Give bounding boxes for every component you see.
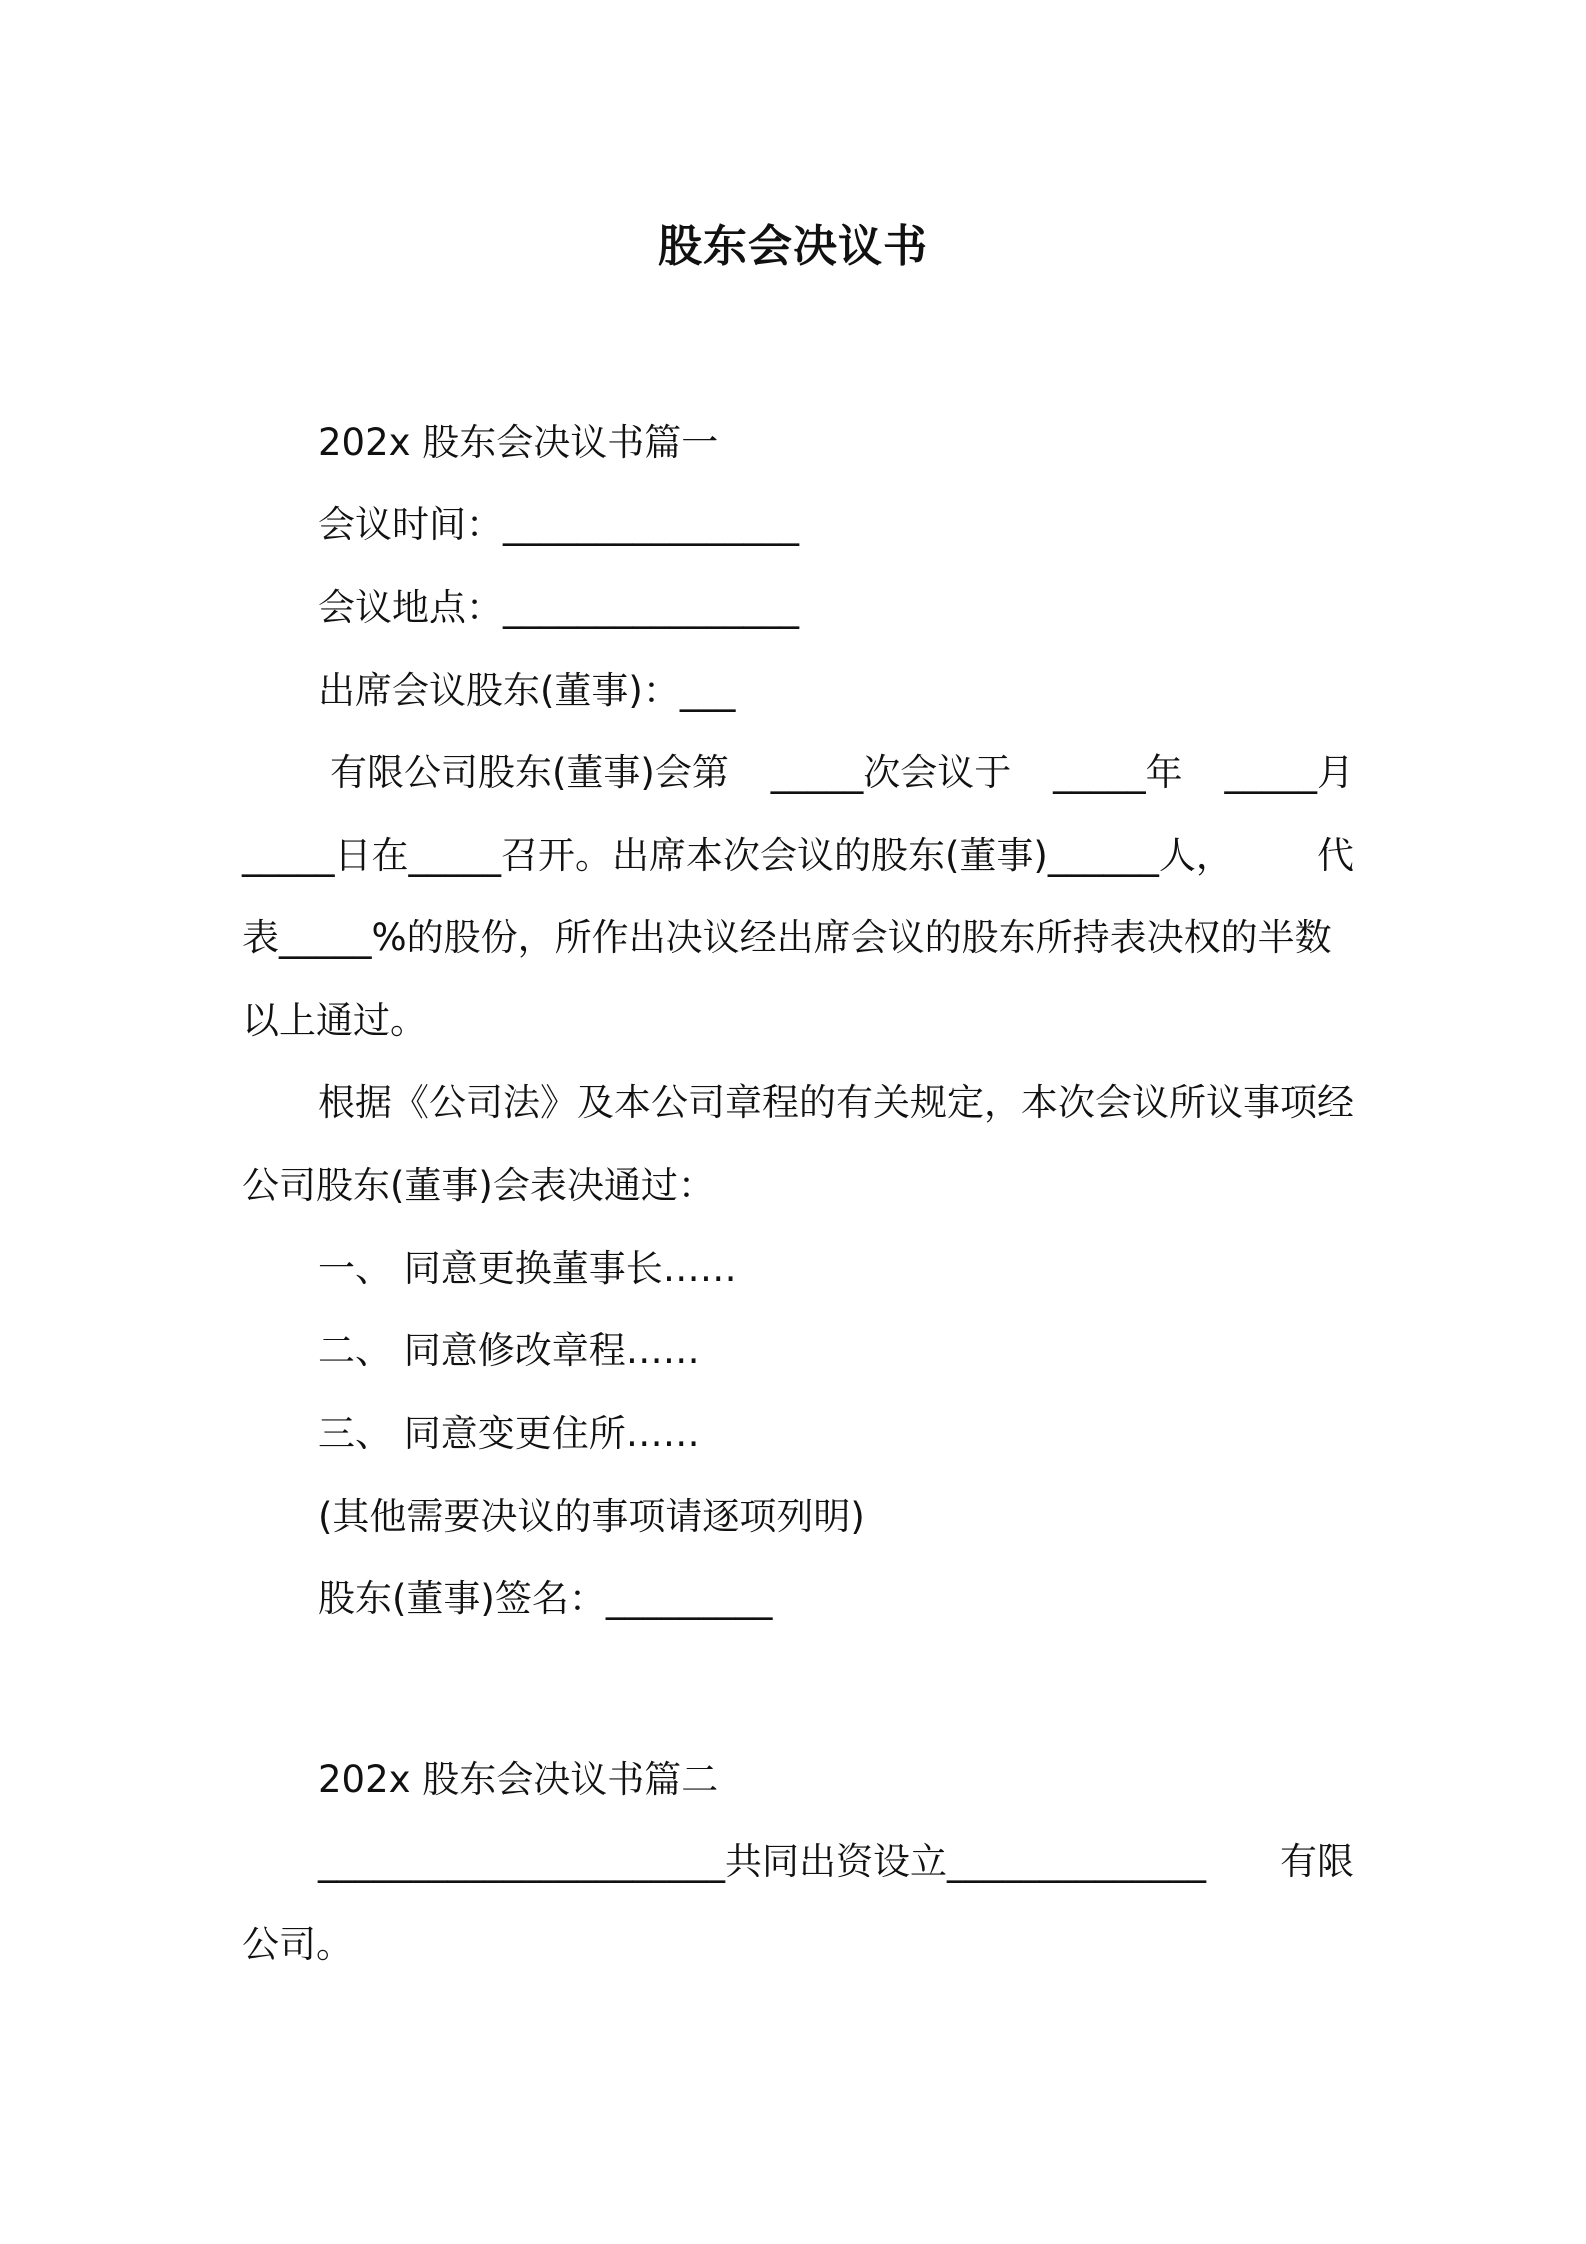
paragraph2-line2: 公司股东(董事)会表决通过：	[242, 1164, 715, 1207]
resolution-item-1: 一、 同意更换董事长……	[318, 1247, 737, 1290]
section2-line1	[318, 1837, 1354, 1887]
other-items-note: (其他需要决议的事项请逐项列明)	[318, 1495, 865, 1538]
attendees: 出席会议股东(董事)：___	[318, 669, 736, 712]
paragraph1-line1-part4: _____月	[1224, 751, 1354, 794]
paragraph1-line2	[242, 831, 1354, 881]
paragraph2-line1: 根据《公司法》及本公司章程的有关规定，本次会议所议事项经	[318, 1081, 1354, 1124]
resolution-item-2: 二、 同意修改章程……	[318, 1329, 700, 1372]
paragraph1-line2-part1: _____日在_____召开。出席本次会议的股东(董事)______人，	[242, 834, 1233, 877]
paragraph1-line2-part2: 代	[1317, 834, 1354, 877]
section1-heading: 202x 股东会决议书篇一	[318, 421, 719, 464]
resolution-item-3: 三、 同意变更住所……	[318, 1412, 700, 1455]
section2-heading: 202x 股东会决议书篇二	[318, 1758, 719, 1801]
document-title: 股东会决议书	[658, 221, 928, 272]
paragraph1-line1-part3: _____年	[1053, 751, 1183, 794]
paragraph1-line3: 表_____%的股份，所作出决议经出席会议的股东所持表决权的半数	[242, 916, 1332, 959]
meeting-time: 会议时间：________________	[318, 503, 799, 546]
paragraph1-line1	[330, 748, 1354, 798]
section2-line1-part2: 有限	[1280, 1840, 1354, 1883]
section2-line1-part1: ______________________共同出资设立______________	[318, 1840, 1206, 1883]
signature-line: 股东(董事)签名：_________	[318, 1577, 773, 1620]
paragraph1-line1-part2: _____次会议于	[770, 751, 1012, 794]
paragraph1-line4: 以上通过。	[242, 999, 427, 1042]
meeting-place: 会议地点：________________	[318, 586, 799, 629]
section2-line2: 公司。	[242, 1923, 353, 1966]
paragraph1-line1-part1: 有限公司股东(董事)会第	[330, 751, 729, 794]
